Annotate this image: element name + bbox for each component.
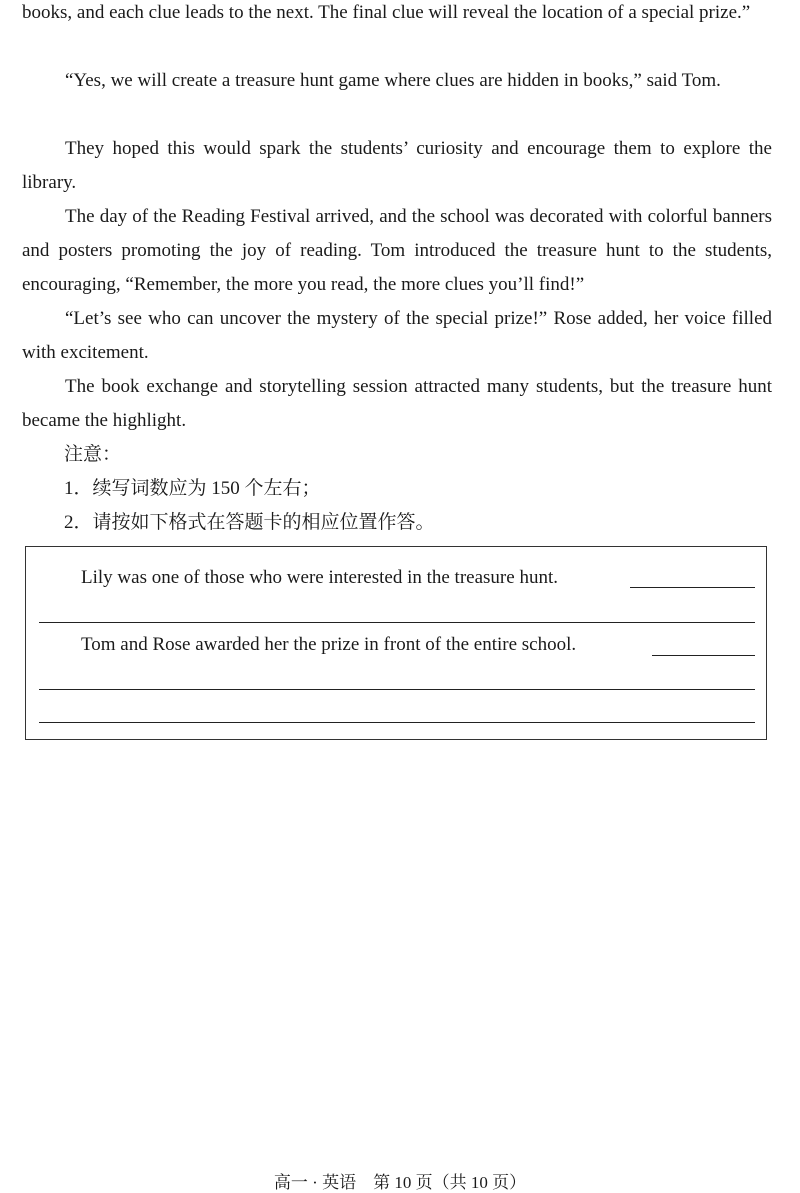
paragraph-2: “Yes, we will create a treasure hunt game where clues are hidden in books,” said Tom. — [65, 70, 721, 91]
paragraph-6: The book exchange and storytelling session attracted many students, but the treasure hunt became the highlight. — [22, 376, 772, 431]
answer-box-opening-line-2: Tom and Rose awarded her the prize in front of the entire school. — [81, 634, 577, 655]
notes-item-2: 2．请按如下格式在答题卡的相应位置作答。 — [64, 512, 435, 533]
paragraph-1: books, and each clue leads to the next. The final clue will reveal the location of a special prize.” — [22, 2, 751, 23]
answer-blank-2[interactable] — [652, 655, 755, 656]
notes-heading: 注意： — [64, 444, 122, 465]
paragraph-4: The day of the Reading Festival arrived, and the school was decorated with colorful banners and posters promoting the joy of reading. Tom introduced the treasure hunt to the students, encouraging, “Remember, the more you read, the more clues you’ll find!” — [22, 206, 772, 295]
page-footer: 高一 · 英语 第 10 页（共 10 页） — [273, 1173, 527, 1192]
answer-rule-2[interactable] — [39, 689, 755, 690]
paragraph-3: They hoped this would spark the students’ curiosity and encourage them to explore the library. — [22, 138, 772, 193]
notes-item-1: 1．续写词数应为 150 个左右； — [64, 478, 321, 499]
answer-box — [25, 546, 767, 740]
answer-rule-1[interactable] — [39, 622, 755, 623]
answer-rule-3[interactable] — [39, 722, 755, 723]
paragraph-5: “Let’s see who can uncover the mystery of the special prize!” Rose added, her voice filled with excitement. — [22, 308, 772, 363]
answer-blank-1[interactable] — [630, 587, 755, 588]
answer-box-opening-line-1: Lily was one of those who were interested in the treasure hunt. — [81, 567, 558, 588]
